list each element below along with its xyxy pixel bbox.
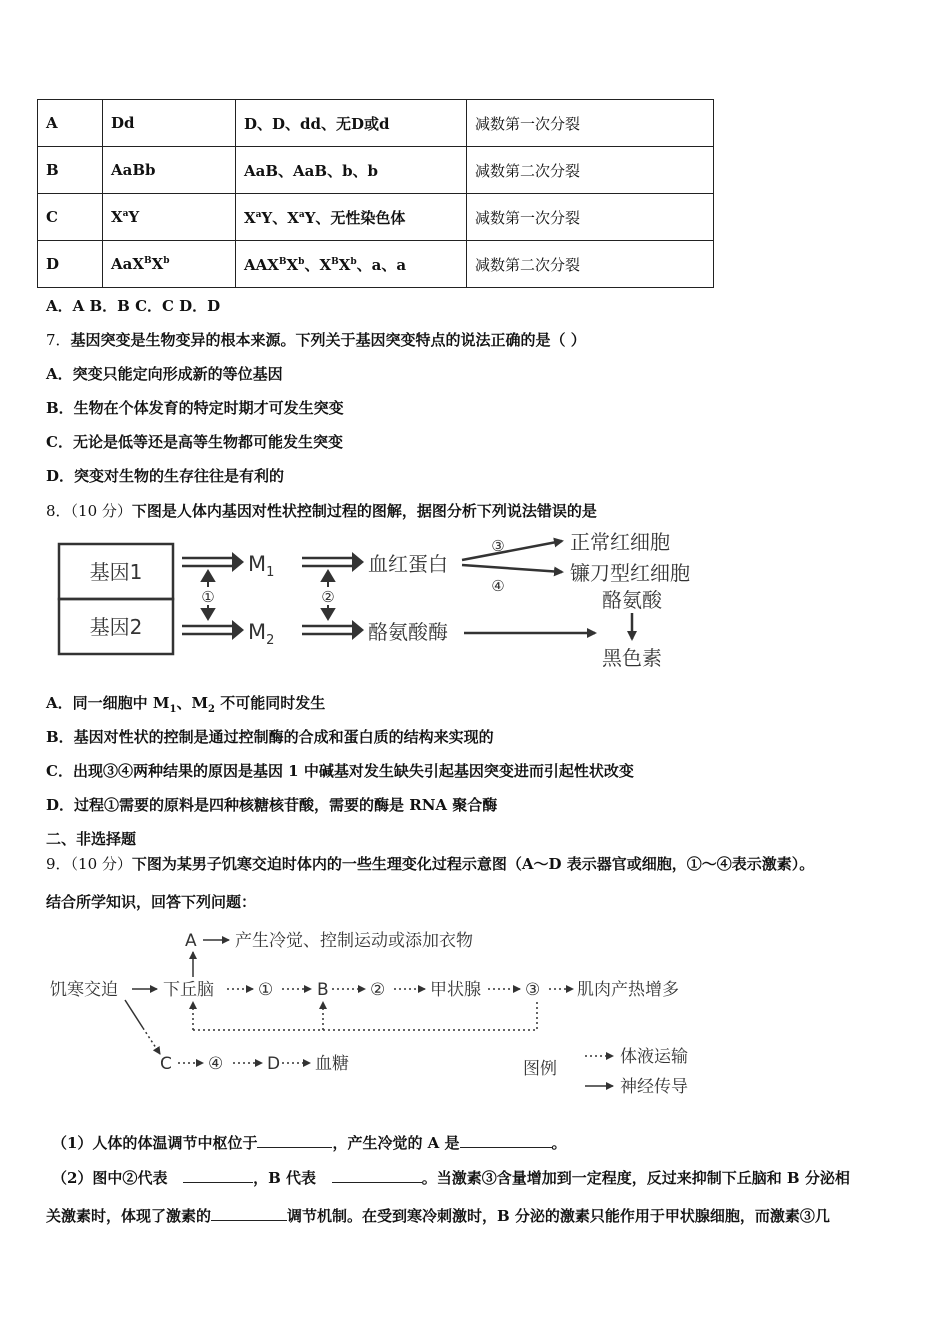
- gene2-label: 基因2: [89, 615, 143, 639]
- table-row: [38, 241, 714, 288]
- gamete-table: [37, 99, 714, 288]
- legend-nerve-label: 神经传导: [620, 1077, 688, 1097]
- q7-option-c: C．无论是低等还是高等生物都可能发生突变: [46, 433, 343, 451]
- q9-number: 9．: [46, 855, 71, 873]
- q9-stem: [46, 853, 814, 874]
- q9-sub1: （1）人体的体温调节中枢位于 ，产生冷觉的 A 是 。: [52, 1134, 567, 1152]
- hormone1-label: ①: [258, 980, 274, 1000]
- sickle-rbc-label: 镰刀型红细胞: [570, 561, 690, 585]
- genotype-cell: Dd: [103, 100, 236, 147]
- q7-option-b: B．生物在个体发育的特定时期才可发生突变: [46, 399, 344, 417]
- hormone3-label: ③: [525, 980, 541, 1000]
- d-label: D: [267, 1054, 281, 1074]
- q8-option-a: A．同一细胞中 $M_1$、$M_2$ 不可能同时发生: [46, 694, 326, 715]
- hypothalamus-label: 下丘脑: [163, 980, 214, 1000]
- legend-fluid-label: 体液运输: [620, 1047, 688, 1067]
- stage-cell: 减数第一次分裂: [467, 100, 714, 147]
- stage-cell: 减数第二次分裂: [467, 241, 714, 288]
- q7-option-a: A．突变只能定向形成新的等位基因: [46, 365, 283, 383]
- thermoregulation-diagram: [45, 922, 725, 1102]
- m2-label: $M_2$: [248, 620, 275, 648]
- normal-rbc-label: 正常红细胞: [570, 530, 670, 554]
- option-cell: C: [38, 194, 103, 241]
- answer-blank[interactable]: [183, 1168, 253, 1183]
- thyroid-label: 甲状腺: [430, 980, 481, 1000]
- q9-score: （10 分）: [70, 855, 132, 873]
- gametes-cell: $X^aY$、$X^aY$、无性染色体: [236, 194, 467, 241]
- gametes-cell: D、D、dd、无D或d: [236, 100, 467, 147]
- glucose-label: 血糖: [315, 1054, 349, 1074]
- q7-stem: [46, 329, 586, 350]
- gametes-cell: AaB、AaB、b、b: [236, 147, 467, 194]
- q8-score: （10 分）: [70, 502, 132, 520]
- answer-blank[interactable]: [211, 1206, 287, 1221]
- q7-number: 7．: [46, 331, 71, 349]
- enzyme-label: 酪氨酸酶: [368, 620, 448, 644]
- q9-stem-text: 下图为某男子饥寒交迫时体内的一些生理变化过程示意图（A～D 表示器官或细胞，①～④表示激素）。: [131, 855, 815, 873]
- option-cell: B: [38, 147, 103, 194]
- legend-title: 图例: [523, 1059, 557, 1079]
- arrow-head: [352, 620, 364, 640]
- m1-label: $M_1$: [248, 552, 275, 580]
- q8-stem-text: 下图是人体内基因对性状控制过程的图解，据图分析下列说法错误的是: [131, 502, 597, 520]
- step3-label: ③: [491, 537, 505, 555]
- answer-blank[interactable]: [460, 1133, 552, 1148]
- melanin-label: 黑色素: [602, 646, 662, 670]
- hormone4-label: ④: [208, 1054, 224, 1074]
- q9-sub2: （2）图中②代表 ，B 代表 。当激素③含量增加到一定程度，反过来抑制下丘脑和 B 分泌相: [52, 1169, 850, 1187]
- genotype-cell: AaBb: [103, 147, 236, 194]
- gene-control-diagram: [50, 525, 730, 675]
- stage-cell: 减数第二次分裂: [467, 147, 714, 194]
- step2-label: ②: [321, 588, 335, 606]
- q8-option-d: D．过程①需要的原料是四种核糖核苷酸，需要的酶是 RNA 聚合酶: [46, 796, 498, 814]
- q7-stem-text: 基因突变是生物变异的根本来源。下列关于基因突变特点的说法正确的是（ ）: [70, 331, 586, 349]
- muscle-label: 肌肉产热增多: [577, 980, 679, 1000]
- q8-option-b: B．基因对性状的控制是通过控制酶的合成和蛋白质的结构来实现的: [46, 728, 494, 746]
- tyrosine-label: 酪氨酸: [602, 588, 662, 612]
- hormone2-label: ②: [370, 980, 386, 1000]
- q6-options: A．A B．B C．C D．D: [46, 297, 221, 315]
- q9-stem-2: 结合所学知识，回答下列问题：: [46, 893, 257, 911]
- q7-option-d: D．突变对生物的生存往往是有利的: [46, 467, 285, 485]
- option-cell: A: [38, 100, 103, 147]
- genotype-cell: $X^aY$: [103, 194, 236, 241]
- table-row: [38, 147, 714, 194]
- answer-blank[interactable]: [257, 1133, 332, 1148]
- b-label: B: [317, 980, 329, 1000]
- protein-label: 血红蛋白: [368, 552, 448, 576]
- start-label: 饥寒交迫: [50, 980, 118, 1000]
- answer-blank[interactable]: [332, 1168, 422, 1183]
- genotype-cell: $AaX^BX^b$: [103, 241, 236, 288]
- a-label: A: [185, 931, 197, 951]
- q8-number: 8．: [46, 502, 71, 520]
- table-row: [38, 100, 714, 147]
- q8-stem: [46, 500, 597, 521]
- c-label: C: [160, 1054, 172, 1074]
- option-cell: D: [38, 241, 103, 288]
- q9-sub3: 关激素时，体现了激素的 调节机制。在受到寒冷刺激时，B 分泌的激素只能作用于甲状腺细胞，而激素③几: [46, 1207, 830, 1225]
- section-heading: 二、非选择题: [46, 830, 137, 848]
- arrow-head: [232, 552, 244, 572]
- gametes-cell: $AAX^BX^b$、$X^BX^b$、a、a: [236, 241, 467, 288]
- gene1-label: 基因1: [89, 560, 143, 584]
- a-result-label: 产生冷觉、控制运动或添加衣物: [235, 931, 473, 951]
- arrow-head: [352, 552, 364, 572]
- step4-label: ④: [491, 577, 505, 595]
- arrow-head: [232, 620, 244, 640]
- stage-cell: 减数第一次分裂: [467, 194, 714, 241]
- table-row: [38, 194, 714, 241]
- q8-option-c: C．出现③④两种结果的原因是基因 1 中碱基对发生缺失引起基因突变进而引起性状改变: [46, 762, 634, 780]
- step1-label: ①: [201, 588, 215, 606]
